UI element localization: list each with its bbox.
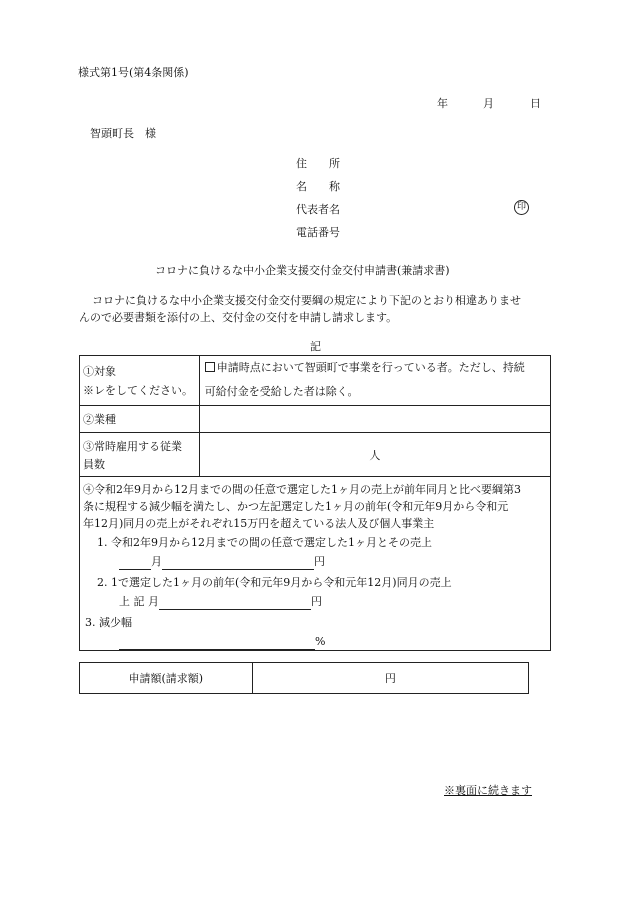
item-3-percent-label: % bbox=[315, 635, 326, 648]
amount-table bbox=[79, 662, 529, 694]
applicant-phone: 電話番号 bbox=[296, 226, 340, 239]
item-1-month-label: 月 bbox=[151, 555, 162, 568]
item-3-percent-field[interactable] bbox=[119, 637, 315, 650]
target-content-cell bbox=[199, 356, 550, 406]
employees-unit: 人 bbox=[369, 448, 381, 462]
intro-line-2: んので必要書類を添付の上、交付金の交付を申請し請求します。 bbox=[79, 311, 398, 324]
target-text-2: 可給付金を受給した者は除く。 bbox=[204, 385, 359, 398]
intro-line-1: コロナに負けるな中小企業支援交付金交付要綱の規定により下記のとおり相違ありませ bbox=[92, 294, 521, 307]
ki-heading: 記 bbox=[310, 340, 321, 353]
employees-field[interactable] bbox=[199, 433, 550, 477]
amount-unit: 円 bbox=[384, 672, 396, 685]
item-1-month-field[interactable] bbox=[119, 557, 151, 570]
applicant-address: 住 所 bbox=[296, 157, 340, 170]
applicant-name: 名 称 bbox=[296, 180, 340, 193]
target-label-1: ①対象 bbox=[83, 365, 116, 378]
item-3: 3. 減少幅 bbox=[85, 616, 132, 629]
target-label-cell bbox=[80, 356, 200, 406]
item-2-entry bbox=[83, 593, 547, 610]
item-1-amount-field[interactable] bbox=[162, 557, 314, 570]
employees-label-1: ③常時雇用する従業 bbox=[83, 439, 182, 453]
condition-line-1: ④令和2年9月から12月までの間の任意で選定した1ヶ月の売上が前年同月と比べ要綱第3 bbox=[83, 483, 521, 496]
target-text-1: 申請時点において智頭町で事業を行っている者。ただし、持続 bbox=[216, 361, 525, 374]
addressee: 智頭町長 様 bbox=[90, 127, 156, 140]
form-number: 様式第1号(第4条関係) bbox=[78, 66, 189, 79]
seal-mark: 印 bbox=[514, 200, 529, 215]
industry-label: ②業種 bbox=[83, 413, 116, 426]
employees-label-2: 員数 bbox=[83, 457, 105, 471]
date-day: 日 bbox=[530, 97, 541, 110]
item-2-prefix: 上 記 月 bbox=[119, 595, 159, 608]
target-label-2: ※レをしてください。 bbox=[83, 384, 193, 397]
date-year: 年 bbox=[437, 97, 448, 110]
target-checkbox[interactable] bbox=[205, 362, 215, 372]
item-3-entry bbox=[83, 633, 547, 650]
industry-field[interactable] bbox=[199, 406, 550, 433]
conditions-cell bbox=[80, 477, 551, 651]
applicant-representative: 代表者名 bbox=[296, 203, 340, 216]
date-month: 月 bbox=[483, 97, 494, 110]
industry-label-cell bbox=[80, 406, 200, 433]
item-2-amount-field[interactable] bbox=[159, 597, 311, 610]
continued-note: ※裏面に続きます bbox=[444, 784, 532, 797]
amount-label: 申請額(請求額) bbox=[128, 672, 204, 685]
item-1: 1. 令和2年9月から12月までの間の任意で選定した1ヶ月とその売上 bbox=[97, 536, 432, 549]
item-1-yen-label: 円 bbox=[314, 555, 325, 568]
item-2: 2. 1で選定した1ヶ月の前年(令和元年9月から令和元年12月)同月の売上 bbox=[97, 576, 452, 589]
document-title: コロナに負けるな中小企業支援交付金交付申請書(兼請求書) bbox=[155, 264, 450, 277]
employees-label-cell bbox=[80, 433, 200, 477]
application-table bbox=[79, 355, 551, 651]
condition-line-3: 年12月)同月の売上がそれぞれ15万円を超えている法人及び個人事業主 bbox=[83, 517, 435, 530]
amount-field[interactable] bbox=[252, 663, 528, 694]
item-2-yen-label: 円 bbox=[311, 595, 322, 608]
amount-label-cell bbox=[80, 663, 253, 694]
item-1-entry bbox=[83, 553, 547, 570]
condition-line-2: 条に規程する減少幅を満たし、かつ左記選定した1ヶ月の前年(令和元年9月から令和元 bbox=[83, 500, 509, 513]
